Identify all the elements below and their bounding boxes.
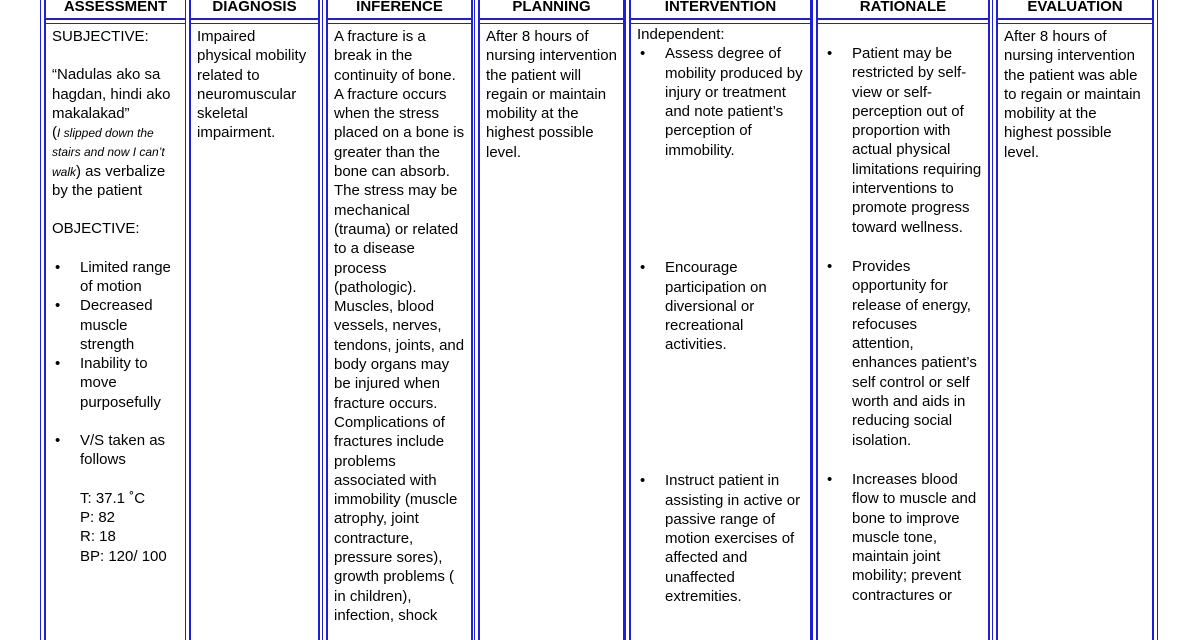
open-paren: ( [52,124,57,142]
assessment-header: ASSESSMENT [46,0,185,20]
inference-column [326,0,473,640]
vs-label: • V/S taken as follows [52,431,179,470]
evaluation-column [996,0,1154,640]
planning-header: PLANNING [480,0,623,20]
inference-header: INFERENCE [328,0,471,20]
independent-label: Independent: [637,26,725,43]
vital-blood-pressure: BP: 120/ 100 [80,547,167,565]
intervention-column [629,0,812,640]
quote-translation-line [52,123,179,200]
evaluation-text: After 8 hours of nursing intervention the patient was able to regain or maintain mobility at the highest possible level. [1004,28,1141,161]
objective-list [52,258,179,412]
inference-text: A fracture is a break in the continuity of bone. A fracture occurs when the stress placed on a bone is greater than the bone can absorb. The stress may be mechanical (trauma) or related to a disease process (pathologic). Muscles, blood vessels, nerves, tendons, joints, and body organs may be injured when fracture occurs. Complications of fractures include problems associated with immobility (muscle atrophy, joint contracture, pressure sores), growth problems ( in children), infection, shock [334,28,465,624]
list-item: • Limited range of motion [52,258,179,297]
assessment-column [44,0,187,640]
diagnosis-header: DIAGNOSIS [191,0,318,20]
evaluation-header: EVALUATION [998,0,1152,20]
rationale-list [824,44,982,605]
after-translation: ) as verbalize by the patient [52,162,166,200]
list-item: • Inability to move purposefully [52,354,179,412]
patient-quote: “Nadulas ako sa hagdan, hindi ako makalakad” [52,66,171,122]
vital-respiration: R: 18 [80,528,116,546]
list-item: • Decreased muscle strength [52,296,179,354]
quote-translation: I slipped down the stairs and now I can’t walk [52,126,165,179]
planning-text: After 8 hours of nursing intervention the patient will regain or maintain mobility at the highest possible level. [486,28,617,161]
list-item: • Assess degree of mobility produced by injury or treatment and note patient’s perception of immobility. [637,44,804,258]
rationale-column [816,0,990,640]
diagnosis-column [189,0,320,640]
list-item: • Increases blood flow to muscle and bone to improve muscle tone, maintain joint mobility; prevent contractures or [824,470,982,605]
list-item: • Instruct patient in assisting in active or passive range of motion exercises of affected and unaffected extremities. [637,471,804,606]
intervention-header: INTERVENTION [631,0,810,20]
list-item: • Encourage participation on diversional or recreational activities. [637,258,804,471]
rationale-header: RATIONALE [818,0,988,20]
vs-list [52,431,179,470]
diagnosis-text: Impaired physical mobility related to neuromuscular skeletal impairment. [197,28,307,142]
list-item: • Provides opportunity for release of energy, refocuses attention, enhances patient’s self control or self worth and aids in reducing social isolation. [824,257,982,470]
intervention-list [637,44,804,606]
vital-pulse: P: 82 [80,508,116,526]
list-item: • Patient may be restricted by self-view or self-perception out of proportion with actual physical limitations requiring interventions to promote progress toward wellness. [824,44,982,257]
planning-column [478,0,625,640]
subjective-label: SUBJECTIVE: [52,28,149,45]
objective-label: OBJECTIVE: [52,220,140,238]
vital-temperature: T: 37.1 ˚C [80,489,146,507]
